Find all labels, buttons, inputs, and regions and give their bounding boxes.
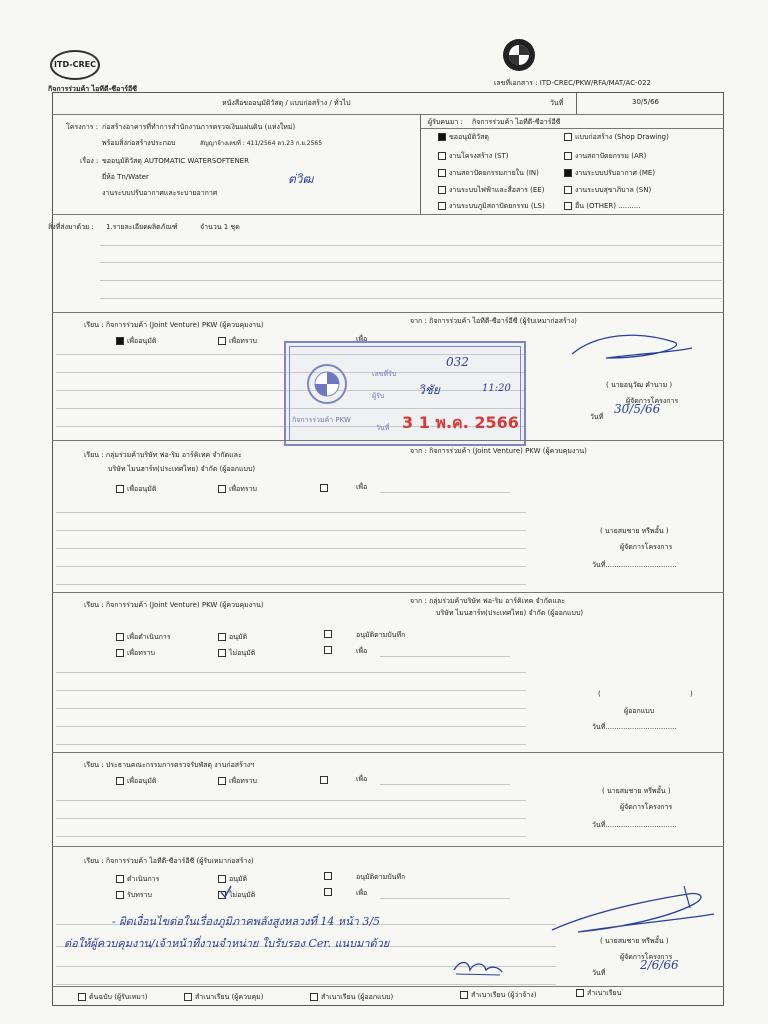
sec2-to: เรียน : กลุ่มร่วมค้าบริษัท ฟอ-ริม อาร์คิเทค จำกัดและ: [84, 451, 242, 459]
footer-copy-2[interactable]: สำเนาเรียน (ผู้ออกแบบ): [310, 992, 393, 1003]
doc-no: [494, 78, 651, 89]
checkbox-icon: [576, 989, 584, 997]
sec2-name: ( นายสมชาย หรีพอั้น ): [600, 527, 669, 535]
checkbox-icon: [218, 633, 226, 641]
checkbox-icon: [564, 133, 572, 141]
form-title: หนังสือขออนุมัติวัสดุ / แบบก่อสร้าง / ทั่วไป: [222, 99, 351, 107]
checkbox-icon: [564, 186, 572, 194]
date-label: วันที่: [550, 99, 564, 107]
date-value: 30/5/66: [632, 98, 659, 106]
recipient-value: กิจการร่วมค้า ไอทีดี-ซีอาร์อีซี: [472, 118, 561, 126]
sec3-opt2[interactable]: อนุมัติ: [218, 632, 247, 643]
sec5-opt1[interactable]: ดำเนินการ: [116, 874, 159, 885]
sec3-opt5[interactable]: ไม่อนุมัติ: [218, 648, 255, 659]
contract-no: สัญญาจ้างเลขที่ : 411/2564 ลว.23 ก.ย.2565: [200, 140, 323, 147]
checkbox-icon: [438, 169, 446, 177]
checkbox-icon: [438, 152, 446, 160]
sec5-opt2[interactable]: อนุมัติ: [218, 874, 247, 885]
sec5-opt3: อนุมัติตามบันทึก: [356, 873, 406, 881]
checkbox-icon: [116, 485, 124, 493]
sec2-from: จาก : กิจการร่วมค้า (Joint Venture) PKW (ผู้ควบคุมงาน): [410, 447, 587, 455]
sec3-opt3-box[interactable]: [324, 630, 335, 638]
sec3-to: เรียน : กิจการร่วมค้า (Joint Venture) PKW (ผู้ควบคุมงาน): [84, 601, 264, 609]
checkbox-icon: [460, 991, 468, 999]
category-3[interactable]: งานสถาปัตยกรรม (AR): [564, 151, 646, 162]
doc-no-value: : ITD-CREC/PKW/RFA/MAT/AC-022: [535, 79, 651, 87]
footer-copy-4[interactable]: สำเนาเรียน: [576, 988, 621, 999]
sec4-opt3: เพื่อ: [356, 775, 368, 783]
sec5-hand-line2: ต่อให้ผู้ควบคุมงาน/เจ้าหน้าที่งานจำหน่าย ใบรับรอง Cer. แนบมาด้วย: [64, 937, 390, 950]
checkbox-icon: [116, 777, 124, 785]
stamp-bmw-logo-icon: [306, 363, 348, 409]
sec1-opt2[interactable]: เพื่อทราบ: [218, 336, 257, 347]
itd-crec-logo: [50, 50, 100, 80]
category-9[interactable]: อื่น (OTHER) ..........: [564, 201, 641, 212]
sec5-opt3-box[interactable]: [324, 872, 335, 880]
sec5-hand-line1: - ผิดเงื่อนไขต่อในเรื่องภูมิภาคพลังสูงหลวงที่ 14 หน้า 3/5: [112, 915, 381, 928]
sec5-role: ผู้จัดการโครงการ: [620, 953, 673, 961]
checkbox-icon: [218, 777, 226, 785]
sec5-opt6-box[interactable]: [324, 888, 335, 896]
footer-copy-1[interactable]: สำเนาเรียน (ผู้ควบคุม): [184, 992, 264, 1003]
sec3-opt1[interactable]: เพื่อดำเนินการ: [116, 632, 171, 643]
sec4-role: ผู้จัดการโครงการ: [620, 803, 673, 811]
checkbox-icon: [324, 646, 332, 654]
sec5-to: เรียน : กิจการร่วมค้า ไอทีดี-ซีอาร์อีซี (ผู้รับเหมาก่อสร้าง): [84, 857, 254, 865]
sec1-signature: [566, 328, 696, 368]
checkbox-icon: [116, 875, 124, 883]
sec5-opt5[interactable]: ไม่อนุมัติ: [218, 890, 255, 901]
stamp-receiver-value: วิชัย: [418, 383, 440, 397]
category-8[interactable]: งานระบบภูมิสถาปัตยกรรม (LS): [438, 201, 545, 212]
checkbox-icon: [564, 152, 572, 160]
category-1[interactable]: แบบก่อสร้าง (Shop Drawing): [564, 132, 669, 143]
category-6[interactable]: งานระบบไฟฟ้าและสื่อสาร (EE): [438, 185, 544, 196]
checkbox-icon: [438, 186, 446, 194]
checkbox-icon: [564, 202, 572, 210]
stamp-no-label: เลขที่รับ: [372, 370, 397, 378]
sec1-date-label: วันที่: [590, 413, 604, 421]
checkbox-icon: [116, 891, 124, 899]
brand: ยี่ห้อ Tn/Water: [102, 173, 149, 181]
stamp-time: 11:20: [482, 383, 511, 394]
sec3-from: จาก : กลุ่มร่วมค้าบริษัท ฟอ-ริม อาร์คิเทค จำกัดและ: [410, 597, 565, 605]
sec1-opt1[interactable]: เพื่ออนุมัติ: [116, 336, 156, 347]
sec1-to: เรียน : กิจการร่วมค้า (Joint Venture) PKW (ผู้ควบคุมงาน): [84, 321, 264, 329]
checkbox-icon: [116, 633, 124, 641]
checkbox-icon: [438, 202, 446, 210]
checkbox-icon: [116, 649, 124, 657]
sec5-date-label: วันที่: [592, 969, 606, 977]
sec4-name: ( นายสมชาย หรีพอั้น ): [602, 787, 671, 795]
sec2-date: วันที่................................: [592, 561, 677, 569]
checkbox-icon: [218, 875, 226, 883]
checkbox-icon: [320, 776, 328, 784]
category-4[interactable]: งานสถาปัตยกรรมภายใน (IN): [438, 168, 539, 179]
sec1-from: จาก : กิจการร่วมค้า ไอทีดี-ซีอาร์อีซี (ผู้รับเหมาก่อสร้าง): [410, 317, 577, 325]
sec2-opt1[interactable]: เพื่ออนุมัติ: [116, 484, 156, 495]
sec3-date: วันที่................................: [592, 723, 677, 731]
subject-handwriting: ต่วิฒ: [288, 172, 314, 186]
sec2-to2: บริษัท ไมนฮาร์ท(ประเทศไทย) จำกัด (ผู้ออกแบบ): [108, 465, 256, 473]
sec3-opt3: อนุมัติตามบันทึก: [356, 631, 406, 639]
sec3-opt4[interactable]: เพื่อทราบ: [116, 648, 155, 659]
logo-text: ITD-CREC: [54, 60, 96, 69]
sec4-to: เรียน : ประธานคณะกรรมการตรวจรับพัสดุ งานก่อสร้างฯ: [84, 761, 255, 769]
category-5[interactable]: งานระบบปรับอากาศ (ME): [564, 168, 655, 179]
sec3-paren-close: ): [690, 690, 693, 698]
stamp-org: กิจการร่วมค้า PKW: [292, 416, 351, 424]
sec4-opt1[interactable]: เพื่ออนุมัติ: [116, 776, 156, 787]
checkbox-icon: [78, 993, 86, 1001]
checkbox-icon: [310, 993, 318, 1001]
project-label: โครงการ :: [66, 123, 99, 131]
system: งานระบบปรับอากาศและระบายอากาศ: [102, 189, 218, 197]
sec1-role: ผู้จัดการโครงการ: [626, 397, 679, 405]
category-2[interactable]: งานโครงสร้าง (ST): [438, 151, 509, 162]
attachments-label: สิ่งที่ส่งมาด้วย :: [48, 223, 94, 231]
subject-value: ขออนุมัติวัสดุ AUTOMATIC WATERSOFTENER: [102, 157, 249, 165]
sec2-opt3-box[interactable]: [320, 484, 331, 492]
sec4-opt3-box[interactable]: [320, 776, 331, 784]
bmw-logo-icon: [502, 38, 536, 76]
sec5-signature: [548, 884, 718, 944]
sec4-opt2[interactable]: เพื่อทราบ: [218, 776, 257, 787]
category-0[interactable]: ขออนุมัติวัสดุ: [438, 132, 489, 143]
subject-label: เรื่อง :: [80, 157, 99, 165]
doc-no-label: เลขที่เอกสาร: [494, 79, 533, 87]
stamp-no-value: 032: [446, 355, 469, 369]
sec1-opt3: เพื่อ: [356, 335, 368, 343]
checkbox-icon: [218, 649, 226, 657]
stamp-date-value: 3 1 พ.ค. 2566: [402, 413, 519, 432]
stamp-date-label: วันที่: [376, 424, 390, 432]
sec5-opt5-tick-icon: [220, 884, 232, 903]
category-7[interactable]: งานระบบสุขาภิบาล (SN): [564, 185, 651, 196]
checkbox-checked-icon: [438, 133, 446, 141]
sec2-opt2[interactable]: เพื่อทราบ: [218, 484, 257, 495]
sec3-role: ผู้ออกแบบ: [624, 707, 655, 715]
checkbox-icon: [324, 630, 332, 638]
sec1-name: ( นายอนุวัฒ คำนาม ): [606, 381, 673, 389]
project-line2: พร้อมสิ่งก่อสร้างประกอบ: [102, 139, 176, 147]
checkbox-icon: [324, 872, 332, 880]
sec2-role: ผู้จัดการโครงการ: [620, 543, 673, 551]
recipient-label: ผู้รับคนมา :: [428, 118, 463, 126]
sec5-opt6: เพื่อ: [356, 889, 368, 897]
checkbox-icon: [320, 484, 328, 492]
company-line: กิจการร่วมค้า ไอทีดี-ซีอาร์อีซี: [48, 85, 138, 93]
receipt-stamp: [284, 341, 526, 446]
sec3-opt6: เพื่อ: [356, 647, 368, 655]
sec3-opt6-box[interactable]: [324, 646, 335, 654]
sec5-name: ( นายสมชาย หรีพอั้น ): [600, 937, 669, 945]
checkbox-icon: [218, 337, 226, 345]
checkbox-icon: [184, 993, 192, 1001]
stamp-receiver-label: ผู้รับ: [372, 392, 385, 400]
sec3-paren-open: (: [598, 690, 601, 698]
sec5-date-value: 2/6/66: [640, 958, 679, 972]
checkbox-checked-icon: [116, 337, 124, 345]
checkbox-icon: [324, 888, 332, 896]
attachments-qty: จำนวน 1 ชุด: [200, 223, 240, 231]
attachments-value: 1.รายละเอียดผลิตภัณฑ์: [106, 223, 178, 231]
sec1-date-value: 30/5/66: [614, 402, 661, 416]
sec5-initials: [450, 956, 506, 982]
project-value: ก่อสร้างอาคารที่ทำการสำนักงานการตรวจเงินแผ่นดิน (แห่งใหม่): [102, 123, 296, 131]
footer-copy-3[interactable]: สำเนาเรียน (ผู้ว่าจ้าง): [460, 990, 536, 1001]
checkbox-checked-icon: [564, 169, 572, 177]
sec4-date: วันที่................................: [592, 821, 677, 829]
footer-copy-0[interactable]: ต้นฉบับ (ผู้รับเหมา): [78, 992, 148, 1003]
sec5-opt4[interactable]: รับทราบ: [116, 890, 152, 901]
sec2-opt3: เพื่อ: [356, 483, 368, 491]
checkbox-icon: [218, 485, 226, 493]
sec3-from2: บริษัท ไมนฮาร์ท(ประเทศไทย) จำกัด (ผู้ออกแบบ): [436, 609, 584, 617]
